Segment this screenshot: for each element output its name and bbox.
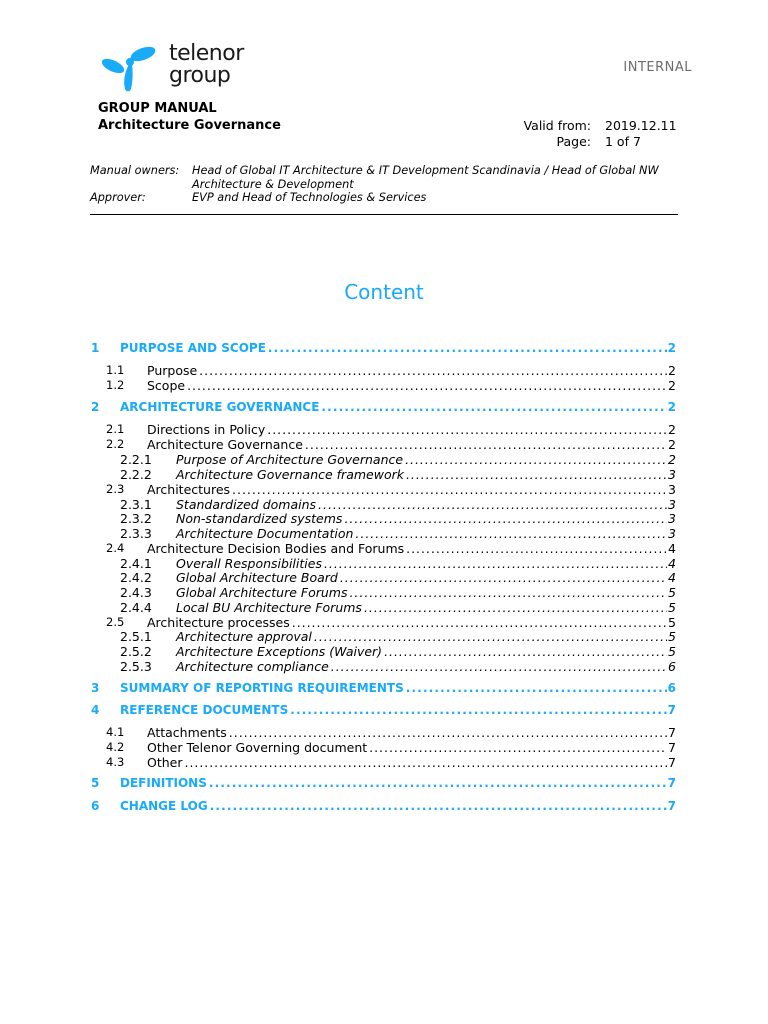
- logo-line-1: telenor: [169, 41, 244, 66]
- toc-entry[interactable]: [120, 585, 676, 601]
- toc-leader-dots: [344, 511, 667, 526]
- toc-leader-dots: [232, 482, 667, 497]
- toc-heading: Content: [344, 280, 424, 304]
- toc-entry-title: Architecture Documentation: [176, 526, 354, 541]
- toc-entry-number: 2.4.3: [120, 585, 152, 600]
- toc-leader-dots: [331, 659, 667, 674]
- toc-entry-title: Other Telenor Governing document: [147, 740, 368, 755]
- toc-leader-dots: [369, 740, 667, 755]
- toc-leader-dots: [267, 422, 667, 437]
- valid-from-label: Valid from:: [523, 118, 591, 133]
- page-value: 1 of 7: [605, 134, 641, 149]
- toc-leader-dots: [314, 629, 667, 644]
- toc-entry-page: 4: [668, 570, 676, 585]
- toc-leader-dots: [340, 570, 667, 585]
- toc-entry[interactable]: [106, 378, 676, 394]
- toc-entry-title: Purpose: [147, 363, 198, 378]
- toc-entry-number: 4.3: [106, 755, 125, 769]
- toc-entry-page: 2: [667, 400, 676, 414]
- toc-entry[interactable]: [106, 482, 676, 498]
- toc-entry-page: 6: [667, 681, 676, 695]
- toc-entry[interactable]: [91, 799, 676, 815]
- toc-entry-page: 5: [668, 629, 676, 644]
- page-label: Page:: [556, 134, 591, 149]
- toc-entry-title: Architecture processes: [147, 615, 290, 630]
- toc-entry-title: ARCHITECTURE GOVERNANCE: [120, 400, 320, 414]
- toc-entry[interactable]: [120, 452, 676, 468]
- approver-label: Approver:: [90, 191, 146, 204]
- telenor-logo: [99, 42, 249, 94]
- toc-entry-title: Architecture Governance: [147, 437, 303, 452]
- toc-entry-title: PURPOSE AND SCOPE: [120, 341, 266, 355]
- toc-entry-number: 2.4.1: [120, 556, 152, 571]
- toc-entry-title: Purpose of Architecture Governance: [176, 452, 404, 467]
- toc-entry-number: 5: [91, 776, 100, 790]
- toc-leader-dots: [305, 437, 667, 452]
- valid-from-value: 2019.12.11: [605, 118, 677, 133]
- toc-entry-title: Architecture Exceptions (Waiver): [176, 644, 383, 659]
- toc-entry-page: 3: [668, 482, 676, 497]
- toc-entry-number: 2.3.3: [120, 526, 152, 541]
- toc-entry-page: 3: [668, 467, 676, 482]
- header-divider: [90, 214, 678, 215]
- toc-entry-title: Global Architecture Board: [176, 570, 338, 585]
- toc-entry[interactable]: [91, 776, 676, 792]
- toc-entry-page: 7: [667, 776, 676, 790]
- toc-entry[interactable]: [120, 659, 676, 675]
- toc-leader-dots: [185, 755, 668, 770]
- toc-entry[interactable]: [120, 526, 676, 542]
- toc-leader-dots: [406, 541, 667, 556]
- telenor-propeller-icon: [99, 42, 163, 94]
- toc-entry-number: 2: [91, 400, 100, 414]
- toc-entry-page: 2: [668, 452, 676, 467]
- toc-entry-title: Overall Responsibilities: [176, 556, 322, 571]
- toc-entry-number: 2.5.1: [120, 629, 152, 644]
- toc-entry-title: Architecture Governance framework: [176, 467, 404, 482]
- logo-line-2: group: [169, 63, 231, 88]
- toc-leader-dots: [210, 799, 667, 813]
- toc-entry[interactable]: [91, 681, 676, 697]
- logo-wordmark: [169, 43, 259, 87]
- toc-entry[interactable]: [120, 600, 676, 616]
- toc-entry-number: 3: [91, 681, 100, 695]
- toc-entry-title: Architecture Decision Bodies and Forums: [147, 541, 405, 556]
- toc-leader-dots: [268, 341, 667, 355]
- owners-value: Head of Global IT Architecture & IT Development Scandinavia / Head of Global NW Architecture & Development: [192, 164, 659, 191]
- toc-entry-number: 2.5.3: [120, 659, 152, 674]
- toc-entry[interactable]: [120, 570, 676, 586]
- toc-entry-page: 2: [668, 422, 676, 437]
- toc-entry[interactable]: [106, 363, 676, 379]
- toc-leader-dots: [318, 497, 667, 512]
- toc-entry-title: Global Architecture Forums: [176, 585, 348, 600]
- toc-entry[interactable]: [106, 740, 676, 756]
- toc-entry-number: 2.2: [106, 437, 125, 451]
- toc-entry-page: 7: [668, 740, 676, 755]
- toc-entry-title: Architecture approval: [176, 629, 312, 644]
- toc-entry-number: 2.4: [106, 541, 125, 555]
- toc-leader-dots: [406, 681, 667, 695]
- toc-leader-dots: [349, 585, 667, 600]
- classification-label: INTERNAL: [623, 60, 692, 75]
- toc-entry-number: 2.2.1: [120, 452, 152, 467]
- toc-entry-page: 3: [668, 526, 676, 541]
- toc-entry-number: 2.2.2: [120, 467, 152, 482]
- toc-entry-number: 6: [91, 799, 100, 813]
- toc-entry-title: Architectures: [147, 482, 231, 497]
- toc-entry-number: 1.1: [106, 363, 125, 377]
- toc-entry[interactable]: [106, 422, 676, 438]
- toc-entry-page: 7: [668, 755, 676, 770]
- toc-entry[interactable]: [120, 467, 676, 483]
- toc-entry[interactable]: [91, 341, 676, 357]
- toc-leader-dots: [290, 703, 666, 717]
- toc-leader-dots: [321, 400, 666, 414]
- toc-entry-page: 2: [668, 378, 676, 393]
- toc-entry-title: DEFINITIONS: [120, 776, 207, 790]
- toc-leader-dots: [406, 467, 667, 482]
- toc-entry-page: 3: [668, 497, 676, 512]
- toc-leader-dots: [229, 725, 667, 740]
- toc-entry-number: 2.1: [106, 422, 125, 436]
- toc-leader-dots: [405, 452, 667, 467]
- toc-entry-page: 2: [668, 363, 676, 378]
- toc-entry-page: 4: [668, 556, 676, 571]
- toc-entry-title: Architecture compliance: [176, 659, 329, 674]
- toc-entry-title: SUMMARY OF REPORTING REQUIREMENTS: [120, 681, 404, 695]
- manual-title: Architecture Governance: [98, 118, 281, 133]
- toc-leader-dots: [199, 363, 667, 378]
- toc-entry-title: Other: [147, 755, 183, 770]
- toc-entry-number: 1: [91, 341, 100, 355]
- toc-entry[interactable]: [91, 400, 676, 416]
- toc-entry-number: 2.4.2: [120, 570, 152, 585]
- toc-entry-number: 2.5.2: [120, 644, 152, 659]
- toc-entry-page: 2: [668, 437, 676, 452]
- toc-leader-dots: [187, 378, 667, 393]
- toc-leader-dots: [384, 644, 667, 659]
- toc-entry[interactable]: [106, 437, 676, 453]
- toc-entry[interactable]: [106, 541, 676, 557]
- toc-entry-number: 1.2: [106, 378, 125, 392]
- toc-entry[interactable]: [106, 725, 676, 741]
- toc-entry-number: 2.5: [106, 615, 125, 629]
- toc-entry-number: 4.1: [106, 725, 125, 739]
- toc-entry-number: 2.3: [106, 482, 125, 496]
- owners-label: Manual owners:: [90, 164, 180, 177]
- toc-leader-dots: [209, 776, 667, 790]
- toc-entry[interactable]: [91, 703, 676, 719]
- toc-entry[interactable]: [120, 511, 676, 527]
- toc-entry-page: 6: [668, 659, 676, 674]
- toc-leader-dots: [364, 600, 667, 615]
- toc-leader-dots: [324, 556, 667, 571]
- toc-entry-title: REFERENCE DOCUMENTS: [120, 703, 289, 717]
- toc-entry-title: Directions in Policy: [147, 422, 266, 437]
- toc-entry-page: 7: [667, 799, 676, 813]
- toc-entry[interactable]: [120, 644, 676, 660]
- toc-entry-title: Non-standardized systems: [176, 511, 343, 526]
- toc-entry-page: 5: [668, 644, 676, 659]
- toc-entry-number: 2.4.4: [120, 600, 152, 615]
- toc-leader-dots: [292, 615, 667, 630]
- toc-entry-page: 3: [668, 511, 676, 526]
- toc-entry-title: Local BU Architecture Forums: [176, 600, 362, 615]
- manual-type: GROUP MANUAL: [98, 101, 217, 116]
- toc-entry-title: CHANGE LOG: [120, 799, 208, 813]
- toc-leader-dots: [355, 526, 667, 541]
- toc-entry-page: 2: [667, 341, 676, 355]
- toc-entry-title: Attachments: [147, 725, 227, 740]
- toc-entry-page: 7: [667, 703, 676, 717]
- toc-entry[interactable]: [106, 755, 676, 771]
- toc-entry-page: 5: [668, 585, 676, 600]
- toc-entry-page: 5: [668, 600, 676, 615]
- toc-entry-number: 2.3.1: [120, 497, 152, 512]
- approver-value: EVP and Head of Technologies & Services: [192, 191, 427, 204]
- toc-entry-title: Scope: [147, 378, 186, 393]
- toc-entry-title: Standardized domains: [176, 497, 317, 512]
- toc-entry-page: 5: [668, 615, 676, 630]
- toc-entry-number: 4.2: [106, 740, 125, 754]
- toc-entry[interactable]: [120, 629, 676, 645]
- toc-entry-page: 7: [668, 725, 676, 740]
- toc-entry-page: 4: [668, 541, 676, 556]
- toc-entry-number: 2.3.2: [120, 511, 152, 526]
- toc-entry-number: 4: [91, 703, 100, 717]
